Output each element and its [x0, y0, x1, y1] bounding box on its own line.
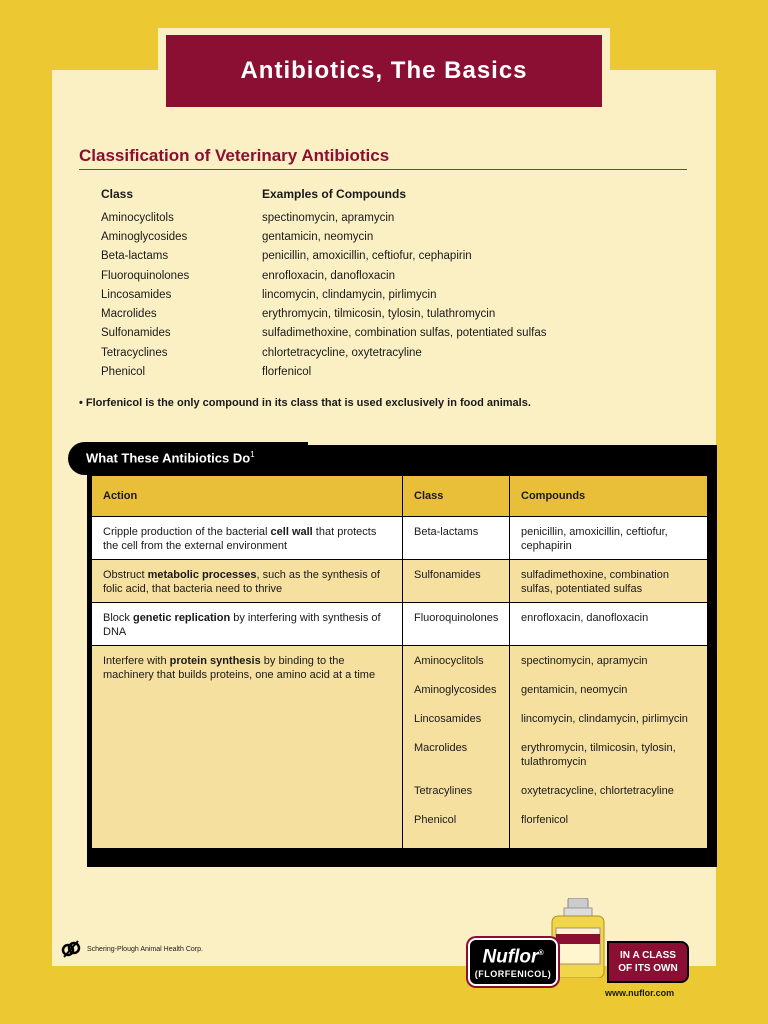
action-header: Action	[92, 476, 403, 517]
action-keyword: metabolic processes	[147, 569, 257, 581]
class-examples: sulfadimethoxine, combination sulfas, potentiated sulfas	[262, 327, 547, 340]
action-text: , such as the synthesis of folic acid, that bacteria need to thrive	[103, 569, 380, 595]
tagline-line-1: IN A CLASS	[620, 950, 676, 961]
list-item	[101, 362, 661, 381]
action-cell	[92, 560, 403, 603]
compound-item: gentamicin, neomycin	[521, 684, 628, 696]
class-examples: florfenicol	[262, 366, 312, 379]
compound-item: lincomycin, clindamycin, pirlimycin	[521, 713, 688, 725]
nuflor-logo	[468, 938, 558, 986]
tagline-badge	[607, 941, 689, 983]
tagline-line-2: OF ITS OWN	[618, 963, 678, 974]
class-item: Macrolides	[414, 742, 468, 754]
action-text: Obstruct	[103, 569, 148, 581]
class-item: Aminocyclitols	[414, 655, 484, 667]
action-keyword: genetic replication	[132, 612, 231, 624]
class-name: Sulfonamides	[101, 327, 171, 340]
compound-item: oxytetracycline, chlortetracyline	[521, 785, 674, 797]
compound-item: erythromycin, tilmicosin, tylosin, tulathromycin	[521, 742, 676, 768]
company-logo	[61, 939, 203, 959]
action-cell	[92, 517, 403, 560]
action-text: Interfere with	[103, 655, 170, 667]
footnote-mark: 1	[250, 450, 255, 459]
action-keyword: protein synthesis	[169, 655, 261, 667]
action-cell	[92, 646, 403, 849]
class-name: Fluoroquinolones	[101, 269, 190, 282]
class-examples: gentamicin, neomycin	[262, 230, 374, 243]
actions-title-text: What These Antibiotics Do	[86, 450, 251, 466]
company-name: Schering-Plough Animal Health Corp.	[87, 945, 203, 953]
compounds-cell	[510, 646, 708, 849]
table-row	[92, 560, 708, 603]
classification-header	[101, 180, 661, 208]
list-item	[101, 266, 661, 285]
class-cell	[403, 646, 510, 849]
compounds-cell: sulfadimethoxine, combination sulfas, potentiated sulfas	[510, 560, 708, 603]
list-item	[101, 324, 661, 343]
class-examples: erythromycin, tilmicosin, tylosin, tulathromycin	[262, 308, 496, 321]
action-text: Block	[103, 612, 133, 624]
action-text: that protects the cell from the external environment	[103, 526, 377, 552]
action-text: by binding to the machinery that builds proteins, one amino acid at a time	[103, 655, 376, 681]
section-divider	[79, 169, 687, 170]
florfenicol-note: • Florfenicol is the only compound in its class that is used exclusively in food animals.	[79, 397, 531, 409]
class-header: Class	[403, 476, 510, 517]
class-name: Lincosamides	[101, 288, 172, 301]
list-item	[101, 247, 661, 266]
action-cell	[92, 603, 403, 646]
class-cell: Beta-lactams	[403, 517, 510, 560]
compounds-cell: enrofloxacin, danofloxacin	[510, 603, 708, 646]
class-examples: lincomycin, clindamycin, pirlimycin	[262, 288, 437, 301]
class-name: Aminocyclitols	[101, 211, 174, 224]
website-link[interactable]: www.nuflor.com	[605, 988, 675, 998]
schering-plough-icon	[61, 939, 81, 959]
actions-title	[86, 450, 255, 465]
list-item	[101, 227, 661, 246]
class-name: Aminoglycosides	[101, 230, 188, 243]
list-item	[101, 343, 661, 362]
brand-name-text: Nuflor	[482, 946, 539, 968]
table-row	[92, 603, 708, 646]
class-item: Aminoglycosides	[414, 684, 497, 696]
compound-item: florfenicol	[521, 814, 569, 826]
list-item	[101, 208, 661, 227]
classification-title: Classification of Veterinary Antibiotics	[79, 146, 390, 165]
class-cell: Sulfonamides	[403, 560, 510, 603]
class-name: Macrolides	[101, 308, 157, 321]
class-examples: penicillin, amoxicillin, ceftiofur, cephapirin	[262, 250, 472, 263]
table-header-row	[92, 476, 708, 517]
table-row	[92, 646, 708, 849]
list-item	[101, 285, 661, 304]
classification-table	[101, 180, 661, 382]
actions-table	[91, 476, 708, 849]
list-item	[101, 304, 661, 323]
class-item: Tetracylines	[414, 785, 473, 797]
class-examples: spectinomycin, apramycin	[262, 211, 395, 224]
page-title: Antibiotics, The Basics	[166, 35, 602, 107]
action-text: by interfering with synthesis of DNA	[103, 612, 381, 638]
class-item: Lincosamides	[414, 713, 482, 725]
class-item: Phenicol	[414, 814, 457, 826]
action-text: Cripple production of the bacterial	[103, 526, 271, 538]
examples-column-header: Examples of Compounds	[262, 187, 407, 201]
class-column-header: Class	[101, 187, 134, 201]
table-row	[92, 517, 708, 560]
brand-name	[470, 942, 556, 969]
class-cell: Fluoroquinolones	[403, 603, 510, 646]
action-keyword: cell wall	[270, 526, 313, 538]
brand-trademark: ®	[538, 950, 544, 957]
compounds-header: Compounds	[510, 476, 708, 517]
class-examples: enrofloxacin, danofloxacin	[262, 269, 395, 282]
class-examples: chlortetracycline, oxytetracyline	[262, 346, 422, 359]
compounds-cell: penicillin, amoxicillin, ceftiofur, cephapirin	[510, 517, 708, 560]
brand-subtitle: (FLORFENICOL)	[474, 969, 552, 980]
class-name: Phenicol	[101, 366, 146, 379]
class-name: Tetracyclines	[101, 346, 168, 359]
class-name: Beta-lactams	[101, 250, 169, 263]
compound-item: spectinomycin, apramycin	[521, 655, 648, 667]
